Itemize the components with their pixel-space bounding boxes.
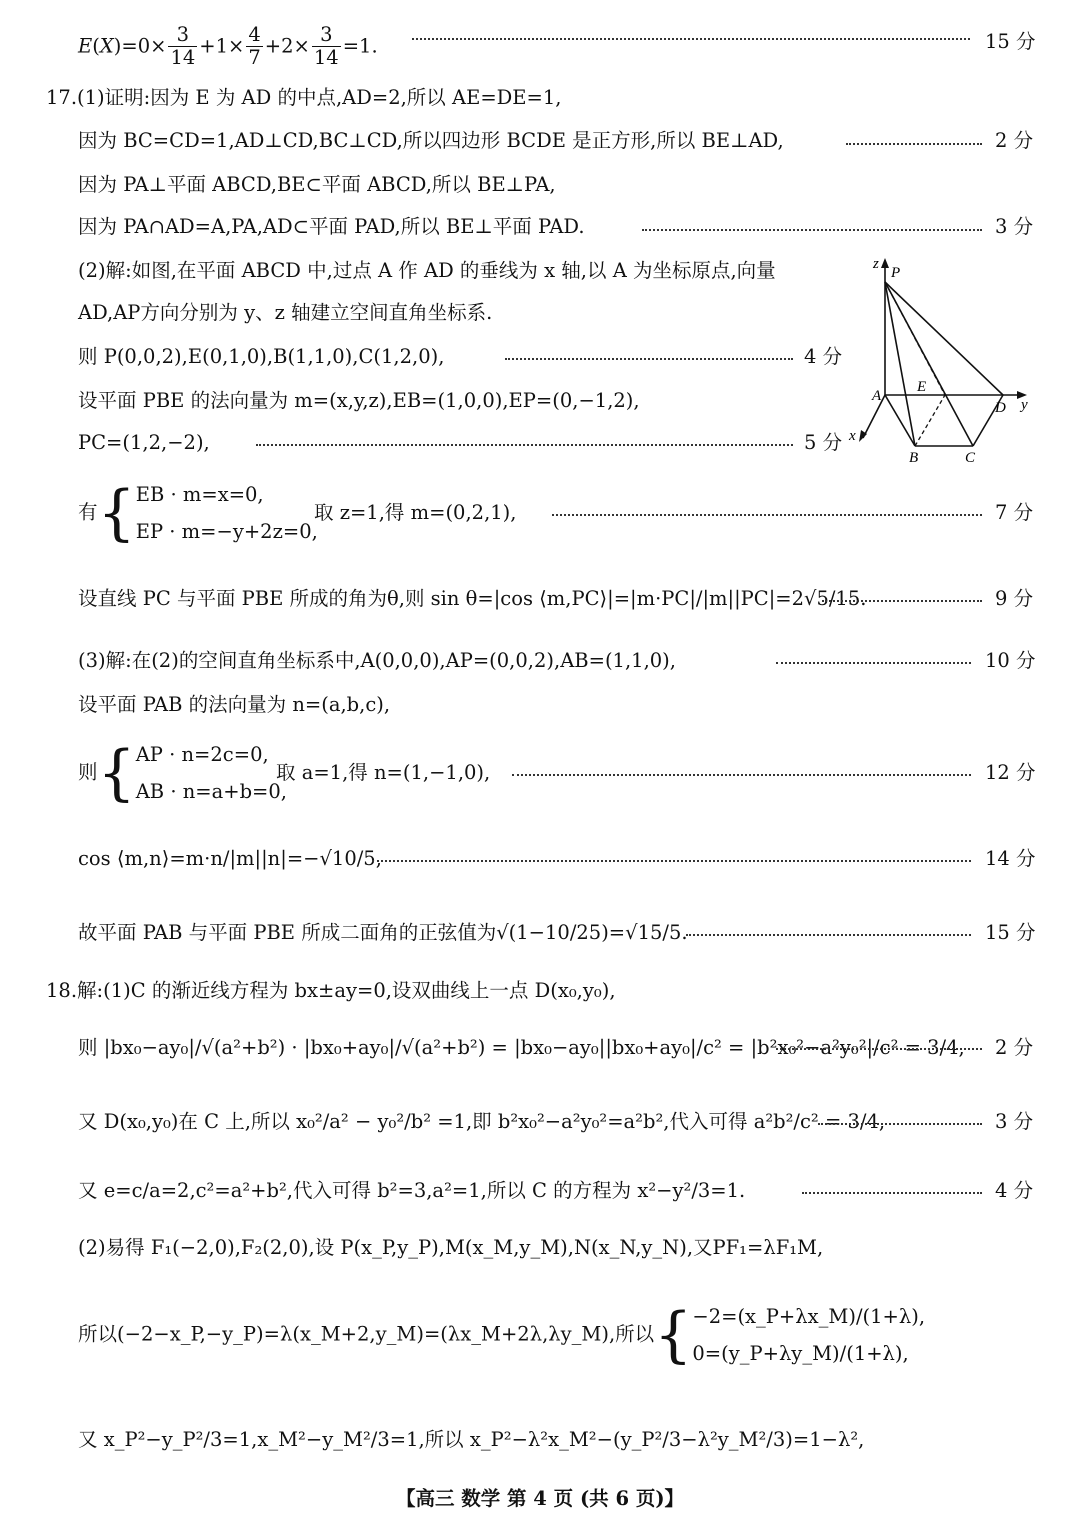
pyramid-figure bbox=[845, 250, 1035, 470]
system-eq-2: 0=(y_P+λy_M)/(1+λ), bbox=[692, 1342, 909, 1366]
p17-system-2: 则{AP · n=2c=0, AB · n=a+b=0, bbox=[78, 738, 287, 809]
p18-line-7: 又 x_P²−y_P²/3=1,x_M²−y_M²/3=1,所以 x_P²−λ²x_M²−(y_P²/3−λ²y_M²/3)=1−λ², bbox=[78, 1428, 865, 1451]
leader-dots bbox=[505, 358, 793, 360]
p17-line-1: 17.(1)证明:因为 E 为 AD 的中点,AD=2,所以 AE=DE=1, bbox=[46, 86, 562, 109]
score-label: 2 分 bbox=[995, 129, 1034, 152]
p17-line-5: (2)解:如图,在平面 ABCD 中,过点 A 作 AD 的垂线为 x 轴,以 A 为坐标原点,向量 bbox=[78, 259, 776, 282]
p18-line-6-text: 所以(−2−x_P,−y_P)=λ(x_M+2,y_M)=(λx_M+2λ,λy_M),所以 bbox=[78, 1322, 655, 1346]
p18-line-2: 则 |bx₀−ay₀|/√(a²+b²) · |bx₀+ay₀|/√(a²+b²) = |bx₀−ay₀||bx₀+ay₀|/c² = |b²x₀²−a²y₀²|/c² = 3/4, bbox=[78, 1036, 965, 1059]
p18-line-5: (2)易得 F₁(−2,0),F₂(2,0),设 P(x_P,y_P),M(x_M,y_M),N(x_N,y_N),又PF₁=λF₁M, bbox=[78, 1236, 824, 1259]
leader-dots bbox=[372, 860, 971, 862]
score-label: 12 分 bbox=[985, 761, 1036, 784]
score-label: 3 分 bbox=[995, 215, 1034, 238]
score-label: 4 分 bbox=[804, 345, 843, 368]
score-label: 15 分 bbox=[985, 921, 1036, 944]
p17-part3-line-2: 设平面 PAB 的法向量为 n=(a,b,c), bbox=[78, 693, 391, 716]
leader-dots bbox=[818, 1123, 982, 1125]
leader-dots bbox=[776, 1048, 982, 1050]
score-label: 9 分 bbox=[995, 587, 1034, 610]
score-label: 4 分 bbox=[995, 1179, 1034, 1202]
p17-line-6: AD,AP方向分别为 y、z 轴建立空间直角坐标系. bbox=[78, 301, 493, 324]
p17-part3-line-1: (3)解:在(2)的空间直角坐标系中,A(0,0,0),AP=(0,0,2),AB=(1,1,0), bbox=[78, 649, 676, 672]
score-label: 2 分 bbox=[995, 1036, 1034, 1059]
score-label: 10 分 bbox=[985, 649, 1036, 672]
system-eq-1: EB · m=x=0, bbox=[135, 483, 264, 506]
p17-line-4: 因为 PA∩AD=A,PA,AD⊂平面 PAD,所以 BE⊥平面 PAD. bbox=[78, 215, 585, 238]
figure-label-d: D bbox=[995, 400, 1006, 416]
p17-line-8: 设平面 PBE 的法向量为 m=(x,y,z),EB=(1,0,0),EP=(0,−1,2), bbox=[78, 389, 640, 412]
score-label: 15 分 bbox=[985, 30, 1036, 53]
leader-dots bbox=[642, 229, 982, 231]
leader-dots bbox=[412, 38, 970, 40]
leader-dots bbox=[686, 934, 971, 936]
score-label: 5 分 bbox=[804, 431, 843, 454]
figure-label-z: z bbox=[873, 256, 879, 272]
figure-label-p: P bbox=[891, 265, 901, 281]
score-label: 3 分 bbox=[995, 1110, 1034, 1133]
p17-line-7: 则 P(0,0,2),E(0,1,0),B(1,1,0),C(1,2,0), bbox=[78, 345, 445, 368]
leader-dots bbox=[776, 662, 971, 664]
p17-line-2: 因为 BC=CD=1,AD⊥CD,BC⊥CD,所以四边形 BCDE 是正方形,所以 BE⊥AD, bbox=[78, 129, 784, 152]
figure-label-e: E bbox=[917, 379, 927, 395]
system-eq-1: AP · n=2c=0, bbox=[135, 743, 269, 766]
score-label: 7 分 bbox=[995, 501, 1034, 524]
figure-label-a: A bbox=[872, 388, 882, 404]
p18-line-1: 18.解:(1)C 的渐近线方程为 bx±ay=0,设双曲线上一点 D(x₀,y₀), bbox=[46, 979, 616, 1002]
p17-line-9: PC=(1,2,−2), bbox=[78, 431, 210, 454]
leader-dots bbox=[256, 444, 793, 446]
line-expectation-render: E(X)=0× $\frac{3}{14}$ +1× $\frac{4}{7}$ +2× $\frac{3}{14}$ =1. bbox=[78, 23, 378, 70]
system-eq-1: −2=(x_P+λx_M)/(1+λ), bbox=[692, 1305, 926, 1328]
p17-cos-mn: cos ⟨m,n⟩=m·n/|m||n|=−√10/5, bbox=[78, 847, 382, 870]
page-footer: 【高三 数学 第 4 页 (共 6 页)】 bbox=[395, 1487, 685, 1510]
p18-line-6: 所以(−2−x_P,−y_P)=λ(x_M+2,y_M)=(λx_M+2λ,λy_M),所以{−2=(x_P+λx_M)/(1+λ), 0=(y_P+λy_M)/(1+λ), bbox=[78, 1300, 926, 1371]
figure-label-x: x bbox=[849, 428, 856, 444]
p18-line-4: 又 e=c/a=2,c²=a²+b²,代入可得 b²=3,a²=1,所以 C 的方程为 x²−y²/3=1. bbox=[78, 1179, 746, 1202]
p17-conclusion: 故平面 PAB 与平面 PBE 所成二面角的正弦值为√(1−10/25)=√15/5. bbox=[78, 921, 688, 944]
p17-sin-theta: 设直线 PC 与平面 PBE 所成的角为θ,则 sin θ=|cos ⟨m,PC⟩|=|m·PC|/|m||PC|=2√5/15. bbox=[78, 587, 867, 610]
figure-label-y: y bbox=[1021, 397, 1028, 413]
figure-label-c: C bbox=[965, 450, 976, 466]
p17-line-3: 因为 PA⊥平面 ABCD,BE⊂平面 ABCD,所以 BE⊥PA, bbox=[78, 173, 556, 196]
leader-dots bbox=[552, 514, 982, 516]
system-eq-2: EP · m=−y+2z=0, bbox=[135, 520, 318, 544]
system-eq-2: AB · n=a+b=0, bbox=[135, 780, 287, 804]
leader-dots bbox=[802, 1192, 982, 1194]
figure-label-b: B bbox=[909, 450, 919, 466]
leader-dots bbox=[822, 600, 982, 602]
p17-system-2-result: 取 a=1,得 n=(1,−1,0), bbox=[276, 761, 491, 784]
score-label: 14 分 bbox=[985, 847, 1036, 870]
p17-system-1-result: 取 z=1,得 m=(0,2,1), bbox=[314, 501, 517, 524]
p17-system-1: 有{EB · m=x=0, EP · m=−y+2z=0, bbox=[78, 478, 318, 549]
leader-dots bbox=[846, 143, 982, 145]
leader-dots bbox=[512, 774, 971, 776]
p18-line-3: 又 D(x₀,y₀)在 C 上,所以 x₀²/a² − y₀²/b² =1,即 b²x₀²−a²y₀²=a²b²,代入可得 a²b²/c² = 3/4, bbox=[78, 1110, 886, 1133]
